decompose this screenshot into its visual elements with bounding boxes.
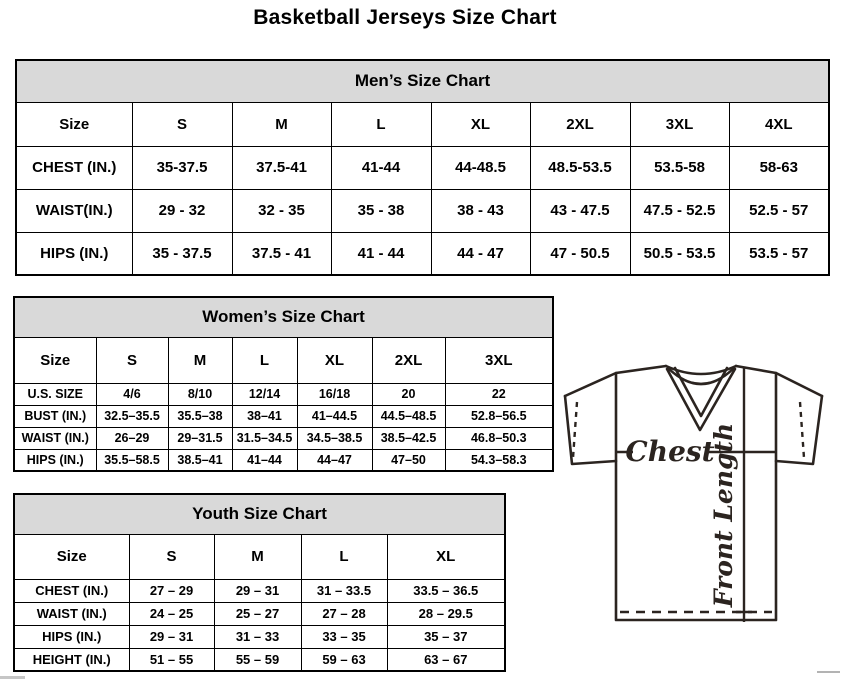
table-cell: 52.5 - 57 <box>729 189 829 232</box>
table-cell: 35.5–58.5 <box>96 449 168 471</box>
mens-header-row <box>16 102 829 146</box>
table-cell: 31 – 33.5 <box>301 579 387 602</box>
table-cell: 35 - 38 <box>331 189 431 232</box>
front-length-label: Front Length <box>709 422 738 608</box>
table-cell: 29 – 31 <box>214 579 301 602</box>
table-cell: 24 – 25 <box>129 602 214 625</box>
table-cell: 25 – 27 <box>214 602 301 625</box>
table-cell: 33.5 – 36.5 <box>387 579 505 602</box>
womens-hips-row <box>14 449 553 471</box>
row-label: HIPS (IN.) <box>16 232 132 275</box>
womens-col-header-2xl: 2XL <box>372 337 445 383</box>
table-cell: 53.5-58 <box>630 146 729 189</box>
youth-col-header-s: S <box>129 534 214 579</box>
table-cell: 51 – 55 <box>129 648 214 671</box>
table-cell: 33 – 35 <box>301 625 387 648</box>
page-title: Basketball Jerseys Size Chart <box>253 6 557 29</box>
womens-col-header-m: M <box>168 337 232 383</box>
mens-col-header-2xl: 2XL <box>530 102 630 146</box>
table-cell: 35 - 37.5 <box>132 232 232 275</box>
table-cell: 27 – 28 <box>301 602 387 625</box>
womens-col-header-3xl: 3XL <box>445 337 553 383</box>
womens-size-chart-table <box>13 296 554 472</box>
jersey-vneck-outer <box>667 369 735 430</box>
youth-waist-row <box>14 602 505 625</box>
table-cell: 35.5–38 <box>168 405 232 427</box>
mens-col-header-xl: XL <box>431 102 530 146</box>
table-cell: 4/6 <box>96 383 168 405</box>
cuff-dash-left <box>573 402 577 458</box>
womens-col-header-xl: XL <box>297 337 372 383</box>
youth-chart-title: Youth Size Chart <box>14 494 505 534</box>
table-cell: 52.8–56.5 <box>445 405 553 427</box>
table-cell: 32 - 35 <box>232 189 331 232</box>
table-cell: 16/18 <box>297 383 372 405</box>
youth-col-header-size: Size <box>14 534 129 579</box>
table-cell: 35 – 37 <box>387 625 505 648</box>
table-cell: 22 <box>445 383 553 405</box>
womens-col-header-s: S <box>96 337 168 383</box>
row-label: CHEST (IN.) <box>14 579 129 602</box>
jersey-sleeve-right <box>776 396 822 464</box>
table-cell: 55 – 59 <box>214 648 301 671</box>
youth-col-header-m: M <box>214 534 301 579</box>
table-cell: 59 – 63 <box>301 648 387 671</box>
table-cell: 32.5–35.5 <box>96 405 168 427</box>
table-cell: 47 - 50.5 <box>530 232 630 275</box>
table-cell: 12/14 <box>232 383 297 405</box>
table-cell: 44 - 47 <box>431 232 530 275</box>
mens-col-header-size: Size <box>16 102 132 146</box>
table-cell: 50.5 - 53.5 <box>630 232 729 275</box>
table-cell: 8/10 <box>168 383 232 405</box>
mens-hips-row <box>16 232 829 275</box>
front-length-measure-line <box>736 368 752 622</box>
womens-header-row <box>14 337 553 383</box>
youth-header-row <box>14 534 505 579</box>
table-cell: 29–31.5 <box>168 427 232 449</box>
table-cell: 38 - 43 <box>431 189 530 232</box>
jersey-body-outline <box>616 373 776 620</box>
table-cell: 44.5–48.5 <box>372 405 445 427</box>
youth-height-row <box>14 648 505 671</box>
table-cell: 38–41 <box>232 405 297 427</box>
table-cell: 37.5 - 41 <box>232 232 331 275</box>
row-label: HIPS (IN.) <box>14 449 96 471</box>
table-cell: 38.5–42.5 <box>372 427 445 449</box>
table-cell: 41–44 <box>232 449 297 471</box>
mens-chart-title: Men’s Size Chart <box>16 60 829 102</box>
table-cell: 41 - 44 <box>331 232 431 275</box>
jersey-shoulder-right <box>736 366 822 396</box>
womens-waist-row <box>14 427 553 449</box>
row-label: BUST (IN.) <box>14 405 96 427</box>
table-cell: 58-63 <box>729 146 829 189</box>
table-cell: 27 – 29 <box>129 579 214 602</box>
row-label: HEIGHT (IN.) <box>14 648 129 671</box>
table-cell: 34.5–38.5 <box>297 427 372 449</box>
table-cell: 43 - 47.5 <box>530 189 630 232</box>
row-label: WAIST (IN.) <box>14 427 96 449</box>
row-label: U.S. SIZE <box>14 383 96 405</box>
youth-col-header-l: L <box>301 534 387 579</box>
table-cell: 44-48.5 <box>431 146 530 189</box>
womens-bust-row <box>14 405 553 427</box>
table-cell: 37.5-41 <box>232 146 331 189</box>
table-cell: 38.5–41 <box>168 449 232 471</box>
mens-col-header-s: S <box>132 102 232 146</box>
table-cell: 31.5–34.5 <box>232 427 297 449</box>
table-cell: 53.5 - 57 <box>729 232 829 275</box>
youth-hips-row <box>14 625 505 648</box>
womens-chart-title: Women’s Size Chart <box>14 297 553 337</box>
womens-us-size-row <box>14 383 553 405</box>
table-cell: 54.3–58.3 <box>445 449 553 471</box>
table-cell: 63 – 67 <box>387 648 505 671</box>
youth-col-header-xl: XL <box>387 534 505 579</box>
table-cell: 26–29 <box>96 427 168 449</box>
row-label: WAIST(IN.) <box>16 189 132 232</box>
mens-col-header-l: L <box>331 102 431 146</box>
table-cell: 47–50 <box>372 449 445 471</box>
table-cell: 47.5 - 52.5 <box>630 189 729 232</box>
mens-col-header-m: M <box>232 102 331 146</box>
mens-col-header-4xl: 4XL <box>729 102 829 146</box>
row-label: HIPS (IN.) <box>14 625 129 648</box>
table-cell: 46.8–50.3 <box>445 427 553 449</box>
table-cell: 31 – 33 <box>214 625 301 648</box>
cuff-dash-right <box>800 402 804 458</box>
table-cell: 29 - 32 <box>132 189 232 232</box>
youth-chest-row <box>14 579 505 602</box>
row-label: WAIST (IN.) <box>14 602 129 625</box>
table-cell: 35-37.5 <box>132 146 232 189</box>
mens-col-header-3xl: 3XL <box>630 102 729 146</box>
table-cell: 44–47 <box>297 449 372 471</box>
womens-col-header-size: Size <box>14 337 96 383</box>
table-cell: 20 <box>372 383 445 405</box>
table-cell: 41-44 <box>331 146 431 189</box>
table-cell: 28 – 29.5 <box>387 602 505 625</box>
table-cell: 41–44.5 <box>297 405 372 427</box>
table-cell: 29 – 31 <box>129 625 214 648</box>
table-cell: 48.5-53.5 <box>530 146 630 189</box>
mens-waist-row <box>16 189 829 232</box>
mens-size-chart-table <box>15 59 830 276</box>
scrollbar-fragment-right <box>817 671 840 673</box>
chest-label: Chest <box>625 435 715 468</box>
jersey-measurement-diagram <box>556 358 841 630</box>
mens-chest-row <box>16 146 829 189</box>
womens-col-header-l: L <box>232 337 297 383</box>
row-label: CHEST (IN.) <box>16 146 132 189</box>
youth-size-chart-table <box>13 493 506 672</box>
